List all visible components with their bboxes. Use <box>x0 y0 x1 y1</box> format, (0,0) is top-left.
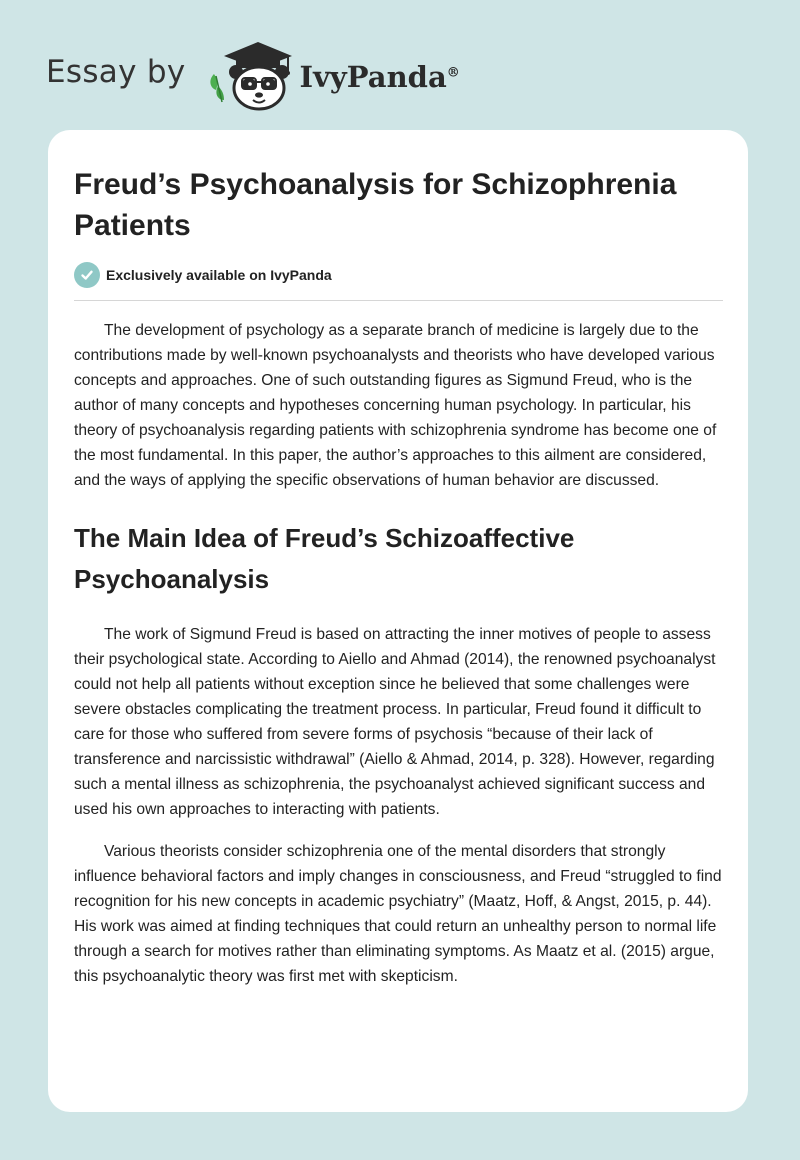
site-header <box>46 36 460 112</box>
panda-logo-icon[interactable] <box>204 36 296 112</box>
paragraph-main-idea-2: Various theorists consider schizophrenia one of the mental disorders that strongly influence behavioral factors and imply changes in consciousness, and Freud “struggled to find recognition for his new concepts in academic psychiatry” (Maatz, Hoff, & Angst, 2015, p. 44). His work was aimed at finding techniques that could return an unhealthy person to normal life through a search for motives rather than eliminating symptoms. As Maatz et al. (2015) argue, this psychoanalytic theory was first met with skepticism. <box>74 843 722 985</box>
essay-content <box>74 164 723 989</box>
divider <box>74 300 723 301</box>
check-icon <box>74 262 100 288</box>
essay-by-label: Essay by <box>46 54 186 90</box>
brand-name[interactable]: IvyPanda® <box>299 60 460 94</box>
exclusive-badge <box>74 262 723 288</box>
section-heading: The Main Idea of Freud’s Schizoaffective Psychoanalysis <box>74 523 575 594</box>
exclusive-label: Exclusively available on IvyPanda <box>106 267 332 283</box>
essay-card <box>48 130 748 1112</box>
paragraph-intro: The development of psychology as a separate branch of medicine is largely due to the contributions made by well-known psychoanalysts and theorists who have developed various concepts and approaches. One of such outstanding figures as Sigmund Freud, who is the author of many concepts and hypotheses concerning human psychology. In particular, his theory of psychoanalysis regarding patients with schizophrenia syndrome has become one of the most fundamental. In this paper, the author’s approaches to this ailment are considered, and the ways of applying the specific observations of human behavior are discussed. <box>74 322 717 489</box>
paragraph-main-idea-1: The work of Sigmund Freud is based on attracting the inner motives of people to assess their psychological state. According to Aiello and Ahmad (2014), the renowned psychoanalyst could not help all patients without exception since he believed that some challenges were severe obstacles complicating the treatment process. In particular, Freud found it difficult to care for those who suffered from severe forms of psychosis “because of their lack of transference and narcissistic withdrawal” (Aiello & Ahmad, 2014, p. 328). However, regarding such a mental illness as schizophrenia, the psychoanalyst achieved significant success and used his own approaches to interacting with patients. <box>74 626 716 818</box>
registered-mark: ® <box>446 65 460 81</box>
essay-title: Freud’s Psychoanalysis for Schizophrenia Patients <box>74 168 677 242</box>
